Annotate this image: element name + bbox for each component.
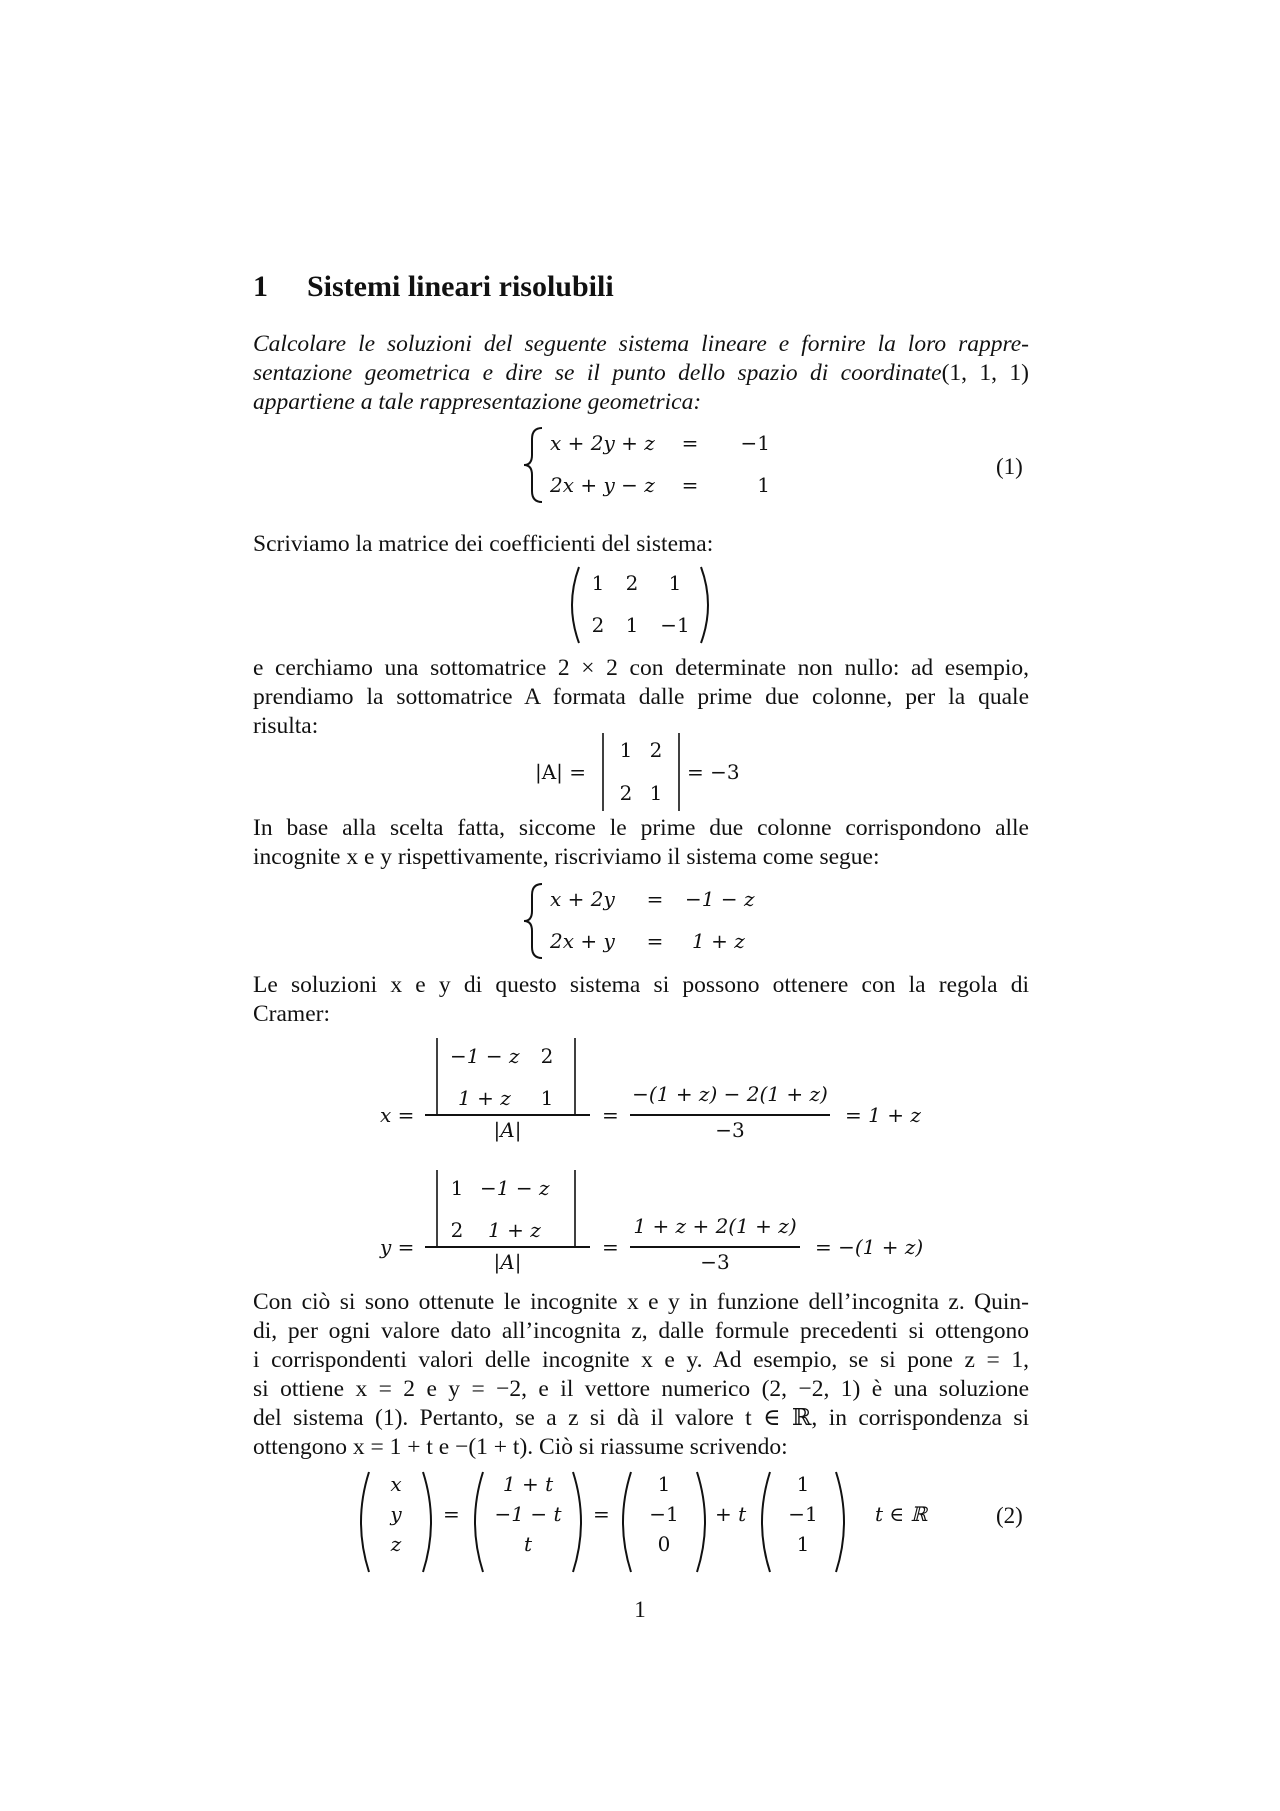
plus-t: + t [715,1502,747,1526]
submatrix-line-3: risulta: [253,713,319,739]
cramer-y-numerator: 1 + z + 2(1 + z) [633,1214,797,1238]
system2-row2-lhs: 2x + y [550,929,615,953]
section-title: Sistemi lineari risolubili [307,270,614,303]
paragraph-matrix-text: Scriviamo la matrice dei coefficienti del sistema: [253,531,714,557]
rewrite-line-1: In base alla scelta fatta, siccome le prime due colonne corrispondono alle [253,815,1029,841]
cramer-x-numerator: −(1 + z) − 2(1 + z) [632,1082,828,1106]
cramer-x-lhs: x = [380,1103,415,1127]
paragraph-submatrix [253,654,1029,741]
det-cell: −1 − z [450,1044,520,1068]
intro-line-3: appartiene a tale rappresentazione geometrica: [253,389,702,415]
det-A-lhs: |A| = [535,760,587,784]
fraction-bar [630,1114,830,1116]
rewrite-line-2: incognite x e y rispettivamente, riscriviamo il sistema come segue: [253,844,880,870]
paragraph-rewrite [253,814,1029,872]
matrix-cell: 2 [625,571,639,595]
det-cell: 2 [450,1218,464,1242]
system2-row1-eq: = [646,887,664,911]
intro-line-1: Calcolare le soluzioni del seguente sistema lineare e fornire la loro rappre- [253,331,1029,357]
matrix-cell: 1 [591,571,605,595]
intro-line-2 [253,359,1029,388]
cramer-x-eq: = [602,1103,619,1127]
left-brace [520,881,550,961]
det-cell: 2 [619,781,633,805]
vector-entry: 0 [657,1532,671,1556]
cramer-line-2: Cramer: [253,1001,330,1027]
parameter-domain: t ∈ ℝ [875,1502,928,1526]
conclusion-line-3: i corrispondenti valori delle incognite x e y. Ad esempio, se si pone z = 1, [253,1347,1029,1373]
fraction-bar [630,1246,800,1248]
cramer-x [380,1038,940,1168]
system2-row2-rhs: 1 + z [692,929,745,953]
system1-row1-rhs: −1 [740,431,770,455]
cramer-y-den2: −3 [700,1250,730,1274]
matrix-cell: −1 [660,613,690,637]
conclusion-line-5: del sistema (1). Pertanto, se a z si dà il valore t ∈ ℝ, in corrispondenza si [253,1405,1029,1431]
submatrix-line-2: prendiamo la sottomatrice A formata dalle prime due colonne, per la quale [253,684,1029,710]
det-cell: 1 + z [488,1218,541,1242]
system1-row2-rhs: 1 [757,473,770,497]
det-cell: 1 [540,1086,554,1110]
conclusion-line-1: Con ciò si sono ottenute le incognite x e y in funzione dell’incognita z. Quin- [253,1289,1029,1315]
vector-entry: −1 [788,1502,818,1526]
vector-equation [355,1470,1045,1575]
system-2 [520,881,820,961]
submatrix-line-1: e cerchiamo una sottomatrice 2 × 2 con determinate non nullo: ad esempio, [253,655,1029,681]
system1-row1-eq: = [681,431,699,455]
det-cell: 1 [450,1176,464,1200]
intro-paragraph [253,330,1029,417]
system1-row1-lhs: x + 2y + z [550,431,655,455]
left-brace [520,425,550,505]
cramer-y [380,1170,940,1300]
det-cell: −1 − z [480,1176,550,1200]
vector-entry: 1 + t [502,1472,554,1496]
matrix-cell: 2 [591,613,605,637]
intro-line-2-text: sentazione geometrica e dire se il punto dello spazio di coordinate [253,360,942,386]
paragraph-conclusion [253,1288,1029,1462]
equation-label-1: (1) [996,454,1023,479]
det-cell: 1 [619,738,633,762]
system2-row1-rhs: −1 − z [685,887,755,911]
paragraph-cramer [253,971,1029,1029]
vector-entry: 1 [796,1472,810,1496]
det-cell: 1 [649,781,663,805]
det-cell: 2 [649,738,663,762]
system1-row2-eq: = [681,473,699,497]
conclusion-line-2: di, per ogni valore dato all’incognita z, dalle formule precedenti si ottengono [253,1318,1029,1344]
vector-entry: −1 [649,1502,679,1526]
vector-entry: −1 − t [494,1502,562,1526]
system-1 [520,425,820,505]
paragraph-matrix [253,530,1029,559]
cramer-y-lhs: y = [380,1235,415,1259]
vector-entry: 1 [657,1472,671,1496]
cramer-line-1: Le soluzioni x e y di questo sistema si possono ottenere con la regola di [253,972,1029,998]
vector-entry: t [523,1532,533,1556]
cramer-y-result: = −(1 + z) [815,1235,924,1259]
coefficient-matrix [565,565,715,645]
conclusion-line-6: ottengono x = 1 + t e −(1 + t). Ciò si riassume scrivendo: [253,1434,788,1460]
matrix-cell: 1 [625,613,639,637]
det-cell: 2 [540,1044,554,1068]
det-cell: 1 + z [458,1086,511,1110]
section-number: 1 [253,270,268,303]
fraction-bar [425,1246,590,1248]
point-coordinates: (1, 1, 1) [941,360,1030,386]
vector-entry: 1 [796,1532,810,1556]
cramer-x-denominator: |A| [493,1118,522,1142]
vector-x-entry: x [390,1472,402,1496]
system2-row1-lhs: x + 2y [550,887,615,911]
cramer-x-result: = 1 + z [845,1103,921,1127]
vector-x-entry: z [390,1532,402,1556]
vector-eq-1: = [443,1502,460,1526]
cramer-x-den2: −3 [715,1118,745,1142]
cramer-y-eq: = [602,1235,619,1259]
determinant-A [535,733,765,813]
matrix-cell: 1 [668,571,682,595]
equation-label-2: (2) [996,1503,1023,1528]
page-number: 1 [634,1597,646,1622]
det-A-rhs: = −3 [687,760,740,784]
section-heading [253,270,614,304]
fraction-bar [425,1114,590,1116]
vector-x-entry: y [390,1502,402,1526]
system1-row2-lhs: 2x + y − z [550,473,655,497]
system2-row2-eq: = [646,929,664,953]
conclusion-line-4: si ottiene x = 2 e y = −2, e il vettore numerico (2, −2, 1) è una soluzione [253,1376,1029,1402]
vector-eq-2: = [593,1502,610,1526]
cramer-y-denominator: |A| [493,1250,522,1274]
